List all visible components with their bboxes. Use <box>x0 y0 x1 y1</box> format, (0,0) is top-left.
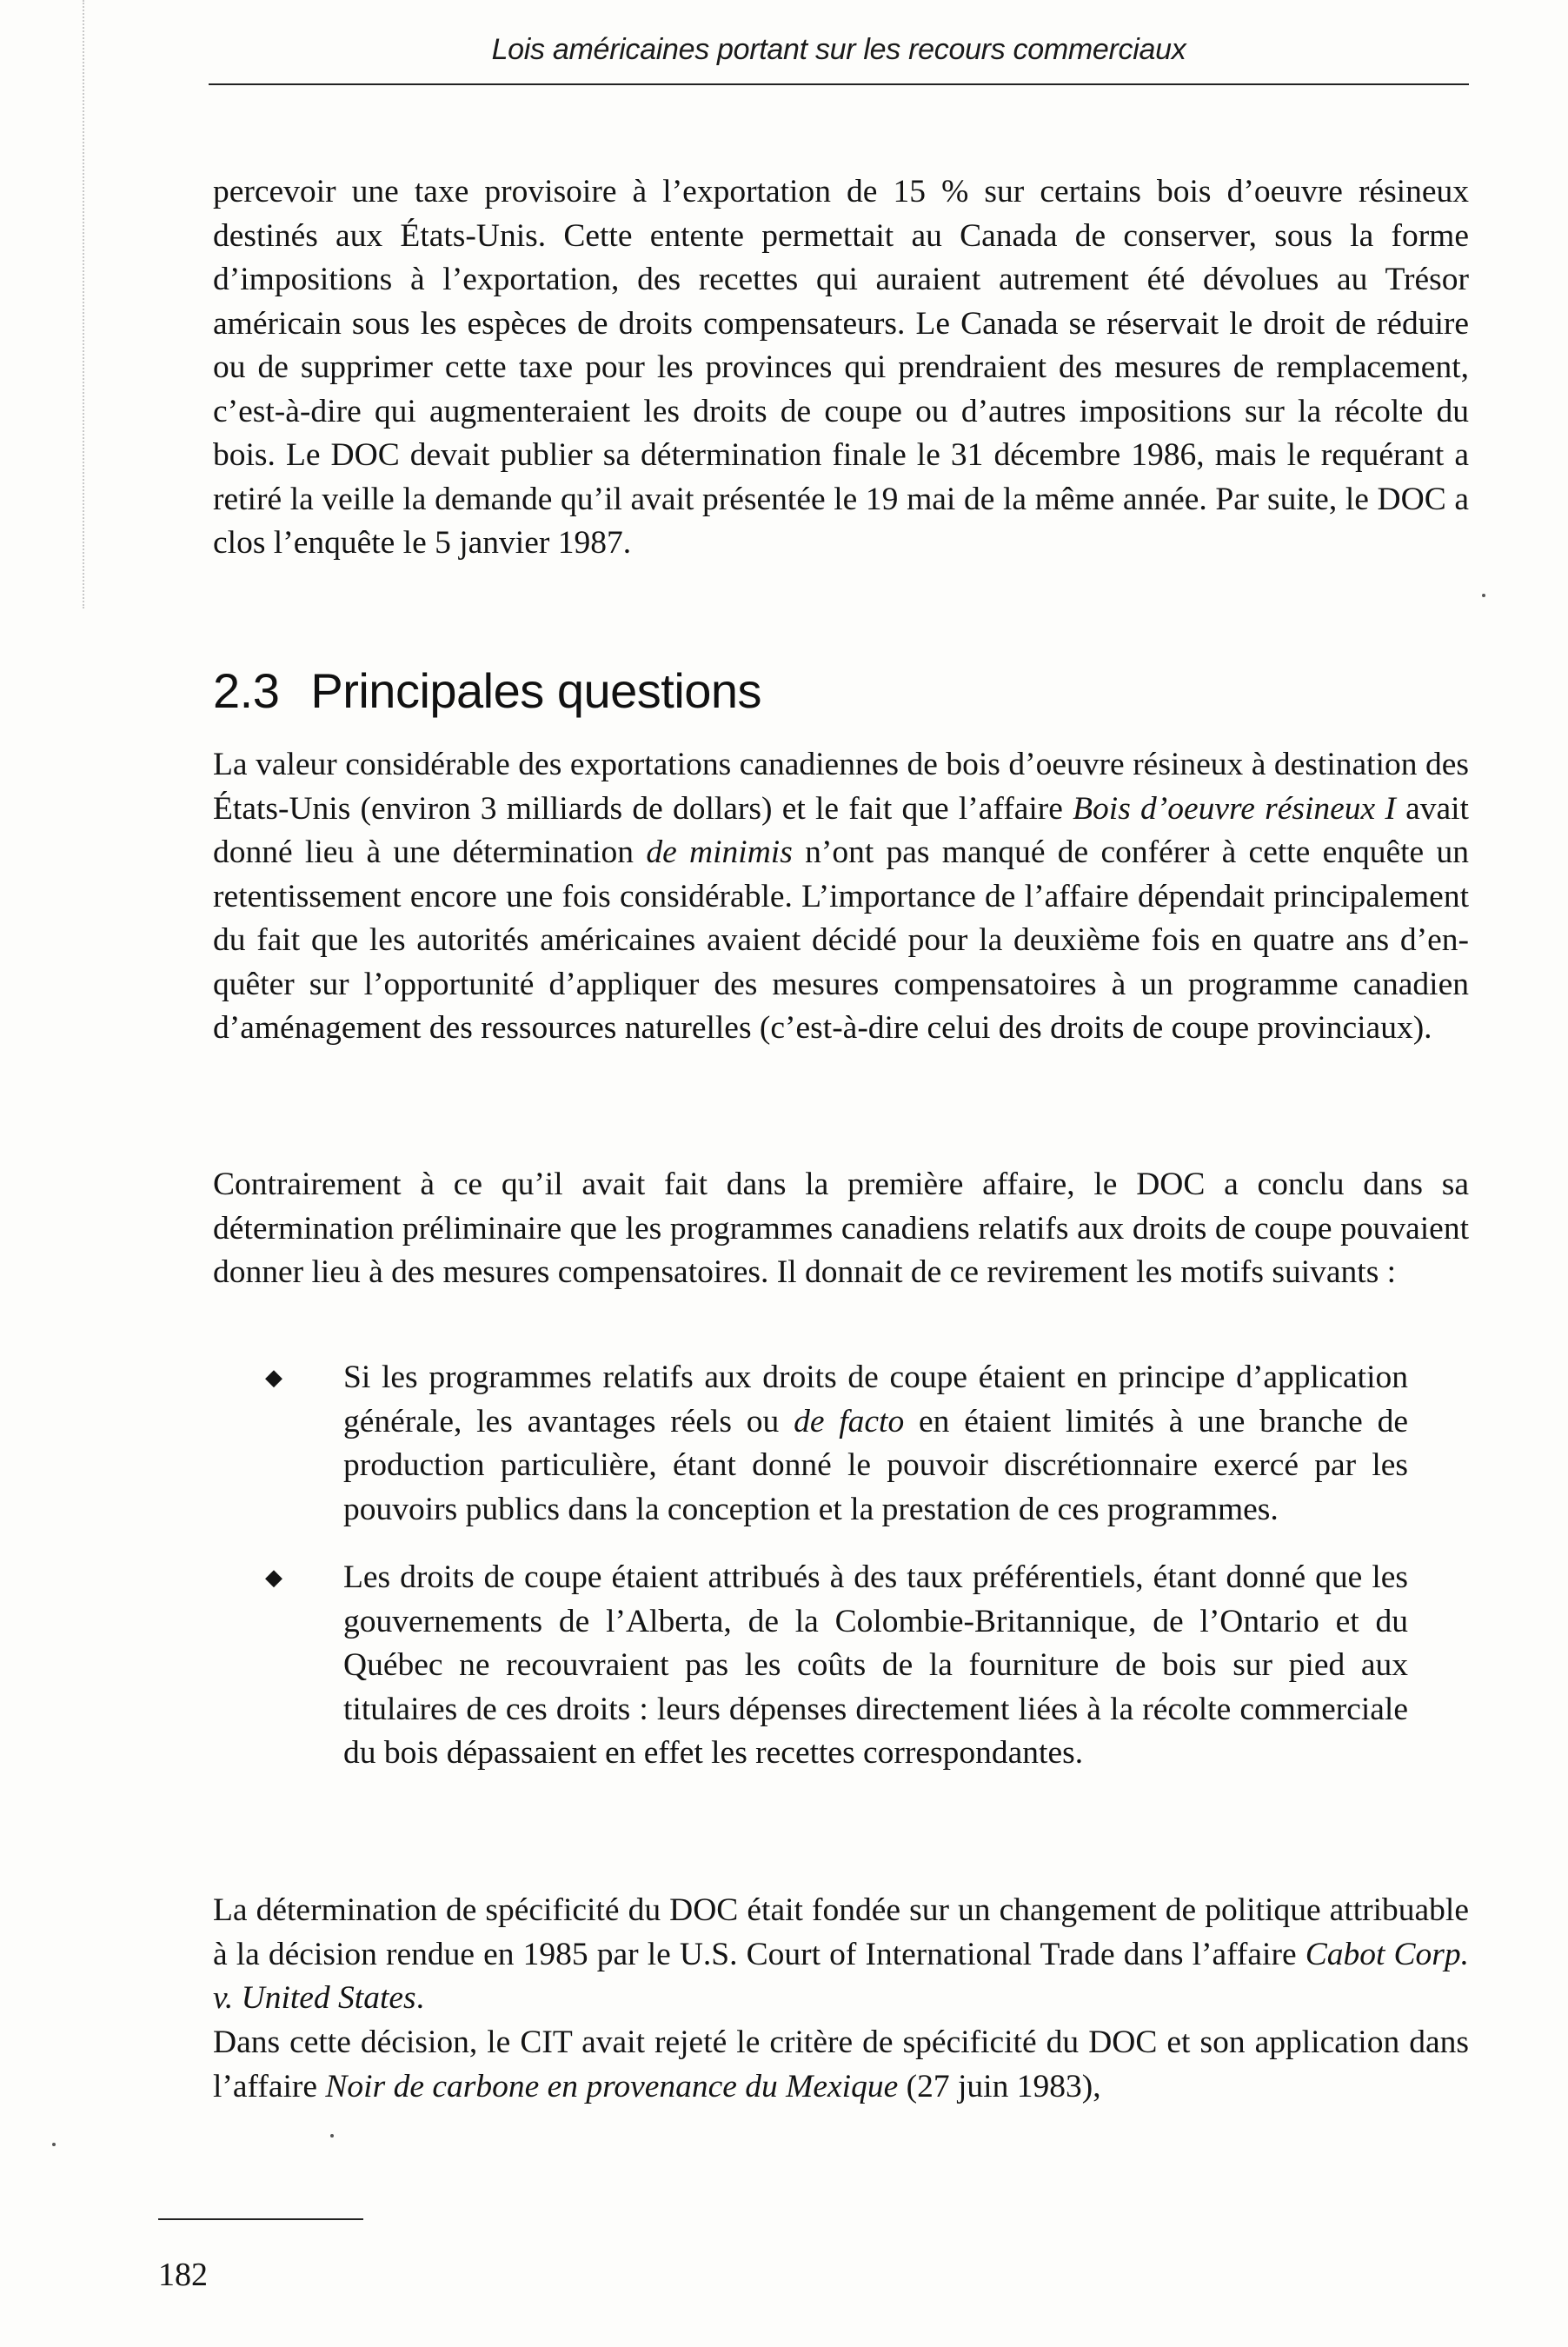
diamond-bullet-icon: ◆ <box>265 1565 282 1590</box>
bullet-list <box>265 1356 1408 1800</box>
text-run: en étaient limités à une branche de production particulière, étant donné le pouvoir discrétionnaire exercé par les pouvoirs publics dans la conception et la prestation de ces programmes. <box>343 1403 1408 1527</box>
case-name-italic: Bois d’oeuvre résineux I <box>1073 790 1396 827</box>
text-run: Dans cette décision, le CIT avait rejeté le critère de spécificité du DOC et son application dans l’affaire <box>213 2025 1469 2104</box>
paragraph-text <box>213 1889 1469 2021</box>
section-number: 2.3 <box>213 663 280 718</box>
running-header: Lois américaines portant sur les recours commerciaux <box>491 33 1186 66</box>
text-run: La détermination de spécificité du DOC était fondée sur un changement de politique attribuable à la décision rendue en 1985 par le U.S. Court of International Trade dans l’affaire <box>213 1892 1469 1972</box>
list-item <box>265 1556 1408 1776</box>
text-run: Les droits de coupe étaient attribués à des taux préférentiels, étant donné que les gouvernements de l’Alberta, de la Colombie-Britannique, de l’Ontario et du Québec ne recouvraient pas les coûts de la fourniture de bois sur pied aux titulaires de ces droits : leurs dépenses directement liées à la récolte commerciale du bois dépassaient en effet les recettes correspondantes. <box>343 1559 1408 1771</box>
paragraph-text <box>213 743 1469 1051</box>
paragraph-text: percevoir une taxe provisoire à l’exportation de 15 % sur certains bois d’oeuvre résineux destinés aux États-Unis. Cette entente permettait au Canada de conserver, sous la forme d’impositions à l’exportation, des recettes qui auraient autrement été dévolues au Trésor américain sous les espèces de droits compensateurs. Le Canada se réservait le droit de réduire ou de supprimer cette taxe pour les provinces qui prendraient des mesures de remplacement, c’est-à-dire qui augmenteraient les droits de coupe ou d’autres impositions sur la récolte du bois. Le DOC devait publier sa détermination finale le 31 décembre 1986, mais le requérant a retiré la veille la demande qu’il avait présentée le 19 mai de la même année. Par suite, le DOC a clos l’enquête le 5 janvier 1987. <box>213 174 1469 561</box>
latin-term-italic: de minimis <box>646 834 793 870</box>
body-paragraph-3 <box>213 1163 1469 1295</box>
header-rule <box>209 83 1469 85</box>
body-paragraph-4 <box>213 1889 1469 2021</box>
text-run: . <box>415 1980 424 2016</box>
paragraph-text <box>213 2021 1469 2109</box>
body-paragraph-2 <box>213 743 1469 1051</box>
list-item <box>265 1356 1408 1532</box>
text-run: n’ont pas manqué de conférer à cette enquête un retentissement encore une fois considérable. L’importance de l’affaire dépendait principalement du fait que les autorités américaines avaient décidé pour la deuxième fois en quatre ans d’enquêter sur l’opportunité d’appliquer des mesures compensatoires à un programme canadien d’aménagement des ressources naturelles (c’est-à-dire celui des droits de coupe provinciaux). <box>213 834 1469 1046</box>
case-name-italic: Cabot Corp. v. United States <box>213 1936 1469 2016</box>
body-paragraph-5 <box>213 2021 1469 2109</box>
scan-speck <box>330 2134 334 2138</box>
text-run: avait donné lieu à une détermination <box>213 790 1469 870</box>
text-run: Si les programmes relatifs aux droits de coupe étaient en principe d’application générale, les avantages réels ou <box>343 1360 1408 1439</box>
scan-speck <box>1482 594 1485 597</box>
section-heading <box>213 662 761 719</box>
text-run: La valeur considérable des exportations canadiennes de bois d’oeuvre résineux à destination des États-Unis (environ 3 milliards de dollars) et le fait que l’affaire <box>213 747 1469 827</box>
body-paragraph-1 <box>213 170 1469 566</box>
scan-speck <box>52 2143 56 2146</box>
paragraph-text: Contrairement à ce qu’il avait fait dans la première affaire, le DOC a conclu dans sa détermination préliminaire que les programmes canadiens relatifs aux droits de coupe pouvaient donner lieu à des mesures compensatoires. Il donnait de ce revirement les motifs suivants : <box>213 1167 1469 1290</box>
section-title: Principales questions <box>310 663 762 718</box>
diamond-bullet-icon: ◆ <box>265 1365 282 1390</box>
text-run: (27 juin 1983), <box>898 2068 1101 2104</box>
latin-term-italic: de facto <box>794 1403 905 1439</box>
page-number: 182 <box>158 2257 208 2293</box>
scan-edge-mark <box>83 0 86 608</box>
footer-rule <box>158 2218 363 2220</box>
case-name-italic: Noir de carbone en provenance du Mexique <box>325 2068 899 2104</box>
